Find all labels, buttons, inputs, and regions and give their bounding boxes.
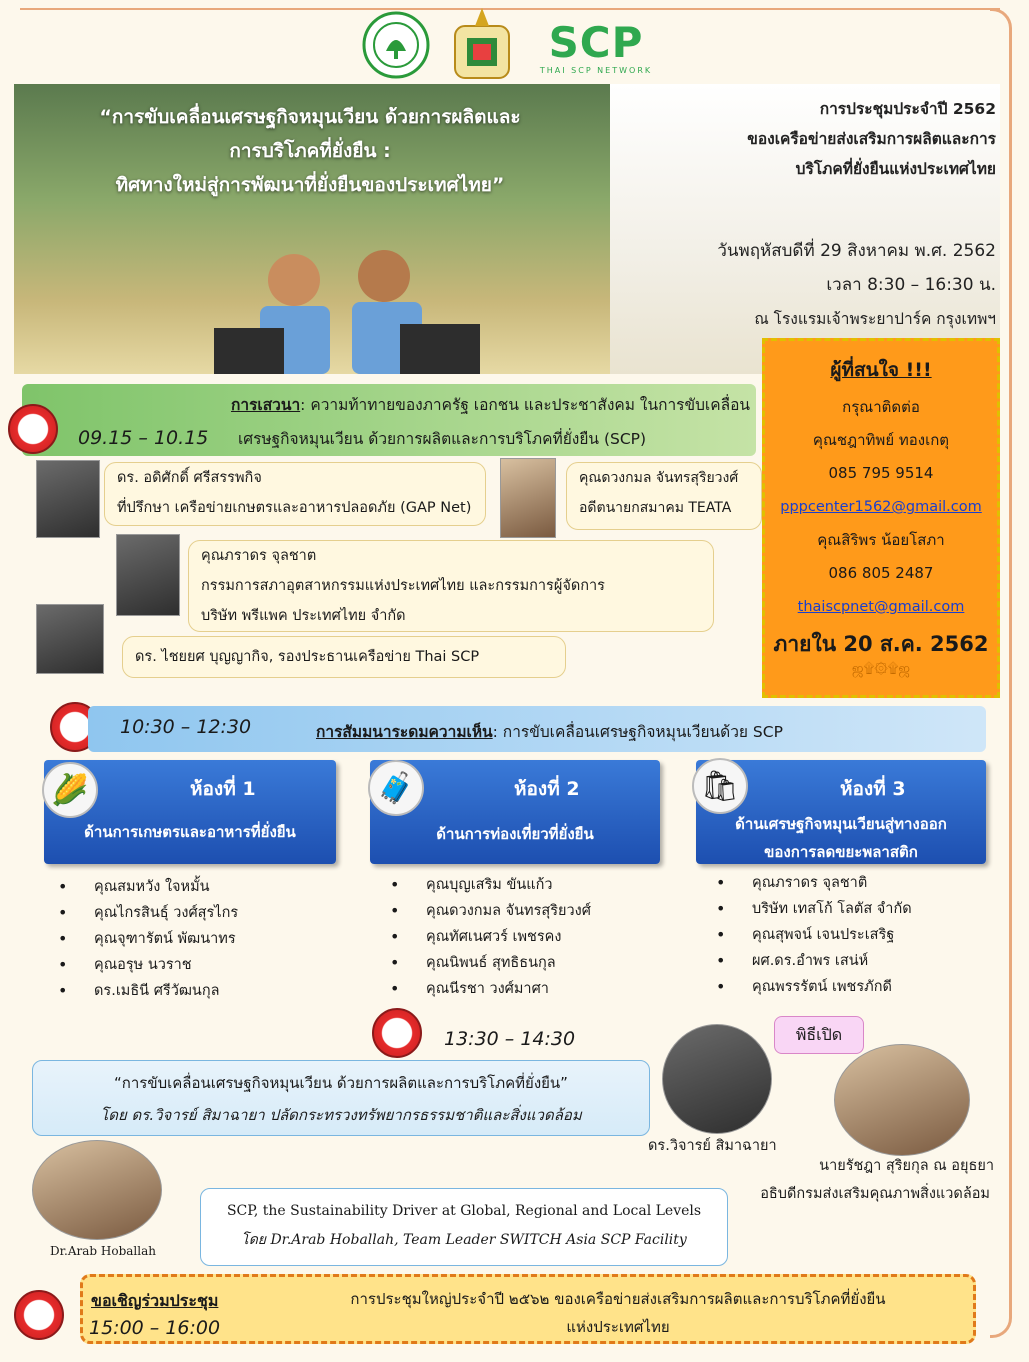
caption-ratchada-name: นายรัชฎา สุริยกุล ณ อยุธยา [819, 1158, 994, 1174]
travel-icon: 🧳 [368, 760, 424, 816]
talk-by-text: Dr.Arab Hoballah, Team Leader SWITCH Asia SCP Facility [270, 1232, 687, 1248]
contact-heading: ผู้ที่สนใจ !!! [830, 359, 932, 381]
workshop-heading [316, 719, 783, 744]
contact-phone-2: 086 805 2487 [828, 564, 934, 582]
list-item: • คุณภราดร จุลชาติ [716, 870, 996, 896]
caption-ratchada-title: อธิบดีกรมส่งเสริมคุณภาพสิ่งแวดล้อม [760, 1186, 990, 1202]
alarm-clock-icon [8, 404, 58, 454]
closing-text [273, 1285, 963, 1341]
meeting-line3: บริโภคที่ยั่งยืนแห่งประเทศไทย [795, 160, 996, 178]
speaker-photo-3 [116, 534, 180, 616]
meeting-venue: ณ โรงแรมเจ้าพระยาปาร์ค กรุงเทพฯ [754, 310, 996, 328]
room-3-subject-2: ของการลดขยะพลาสติก [764, 843, 918, 861]
room-2-participants [390, 872, 680, 1002]
closing-line1: การประชุมใหญ่ประจำปี ๒๕๖๒ ของเครือข่ายส่งเสริมการผลิตและการบริโภคที่ยั่งยืน [350, 1290, 886, 1308]
room-3-subject: ด้านเศรษฐกิจหมุนเวียนสู่ทางออก [735, 815, 947, 833]
event-title-line3: ทิศทางใหม่สู่การพัฒนาที่ยั่งยืนของประเทศไทย” [115, 174, 505, 196]
room-1-participants [58, 874, 348, 1004]
alarm-clock-icon [372, 1008, 422, 1058]
speaker-bubble-2 [566, 462, 762, 530]
list-item: • คุณทัศเนศวร์ เพชรคง [390, 924, 680, 950]
meeting-time: เวลา 8:30 – 16:30 น. [826, 275, 996, 295]
panel-topic-line1 [110, 392, 750, 417]
list-item: • คุณพรรรัตน์ เพชรภักดี [716, 974, 996, 1000]
workshop-topic: : การขับเคลื่อนเศรษฐกิจหมุนเวียนด้วย SCP [492, 723, 783, 741]
international-talk [200, 1188, 728, 1266]
event-title [30, 100, 590, 202]
panel-label: การเสวนา [230, 396, 301, 414]
keynote-time: 13:30 – 14:30 [444, 1028, 576, 1050]
list-item: • คุณสุพจน์ เจนประเสริฐ [716, 922, 996, 948]
closing-label-text: ขอเชิญร่วมประชุม [91, 1291, 219, 1310]
panel-topic2: เศรษฐกิจหมุนเวียน ด้วยการผลิตและการบริโภคที่ยั่งยืน (SCP) [237, 430, 647, 448]
speaker-photo-4 [36, 604, 104, 674]
list-item: • คุณบุญเสริม ขันแก้ว [390, 872, 680, 898]
scp-logo-text: SCP [548, 17, 644, 67]
talk-by-prefix: โดย [241, 1232, 266, 1248]
list-item: • บริษัท เทสโก้ โลตัส จำกัด [716, 896, 996, 922]
scp-logo-subtext: THAI SCP NETWORK [539, 65, 653, 75]
panel-topic-line2 [78, 426, 758, 451]
meeting-line1: การประชุมประจำปี 2562 [819, 100, 996, 118]
meeting-line2: ของเครือข่ายส่งเสริมการผลิตและการ [747, 130, 996, 148]
caption-hoballah: Dr.Arab Hoballah [50, 1244, 156, 1258]
photo-ratchada [834, 1044, 970, 1156]
workshop-time: 10:30 – 12:30 [120, 716, 252, 738]
opening-ceremony-badge: พิธีเปิด [774, 1016, 864, 1054]
plastic-bag-icon: 🛍 [692, 758, 748, 814]
contact-phone-1: 085 795 9514 [828, 464, 934, 482]
speaker-3-name: คุณภราดร จุลชาต [201, 548, 317, 564]
photo-vijarn [662, 1024, 772, 1134]
list-item: • ดร.เมธินี ศรีวัฒนกุล [58, 978, 348, 1004]
keynote-title: “การขับเคลื่อนเศรษฐกิจหมุนเวียน ด้วยการผลิตและการบริโภคที่ยั่งยืน” [114, 1074, 568, 1092]
speaker-2-name: คุณดวงกมล จันทรสุริยวงศ์ [579, 470, 739, 486]
speaker-1-name: ดร. อดิศักดิ์ ศรีสรรพกิจ [117, 470, 262, 486]
meeting-datetime [620, 234, 996, 302]
workshop-label: การสัมมนาระดมความเห็น [316, 723, 493, 741]
panel-time: 09.15 – 10.15 [78, 427, 209, 449]
speaker-photo-1 [36, 460, 100, 538]
meeting-date: วันพฤหัสบดีที่ 29 สิงหาคม พ.ศ. 2562 [717, 241, 996, 261]
contact-email-2[interactable]: thaiscpnet@gmail.com [797, 599, 965, 615]
speaker-bubble-1 [104, 462, 486, 526]
contact-person-2: คุณสิริพร น้อยโสภา [817, 531, 945, 549]
contact-intro: กรุณาติดต่อ [842, 398, 920, 416]
room-3-participants [716, 870, 996, 1000]
room-1-subject: ด้านการเกษตรและอาหารที่ยั่งยืน [84, 823, 296, 841]
event-title-line2: การบริโภคที่ยั่งยืน : [229, 140, 391, 162]
list-item: • ผศ.ดร.อำพร เสน่ห์ [716, 948, 996, 974]
closing-line2: แห่งประเทศไทย [566, 1318, 670, 1336]
list-item: • คุณสมหวัง ใจหมั้น [58, 874, 348, 900]
list-item: • คุณไกรสินธุ์ วงศ์สุรไกร [58, 900, 348, 926]
alarm-clock-icon [14, 1290, 64, 1340]
closing-banner [80, 1274, 976, 1344]
contact-email-1[interactable]: pppcenter1562@gmail.com [780, 499, 982, 515]
workshop-banner [88, 706, 986, 752]
speaker-2-role: อดีตนายกสมาคม TEATA [579, 500, 732, 516]
contact-person-1: คุณชฎาทิพย์ ทองเกตุ [812, 431, 950, 449]
room-1-name: ห้องที่ 1 [190, 778, 256, 800]
list-item: • คุณนิพนธ์ สุทธิธนกุล [390, 950, 680, 976]
contact-box [762, 338, 1000, 698]
ornament: ஜ۩۞۩ஜ [851, 661, 911, 677]
caption-vijarn: ดร.วิจารย์ สิมาฉายา [648, 1138, 777, 1154]
keynote-banner [32, 1060, 650, 1136]
list-item: • คุณจุฑารัตน์ พัฒนาทร [58, 926, 348, 952]
meeting-info [620, 94, 996, 184]
event-title-line1: “การขับเคลื่อนเศรษฐกิจหมุนเวียน ด้วยการผลิตและ [99, 106, 521, 128]
registration-deadline: ภายใน 20 ส.ค. 2562 [773, 632, 989, 656]
speaker-photo-2 [500, 458, 556, 538]
speaker-3-role-2: บริษัท พรีแพค ประเทศไทย จำกัด [201, 608, 406, 624]
speaker-bubble-4: ดร. ไชยยศ บุญญากิจ, รองประธานเครือข่าย Thai SCP [122, 636, 566, 678]
speaker-1-role: ที่ปรึกษา เครือข่ายเกษตรและอาหารปลอดภัย (GAP Net) [117, 500, 472, 516]
children-laptop-illustration [194, 240, 494, 374]
speaker-bubble-3 [188, 540, 714, 632]
talk-by [201, 1229, 727, 1251]
panel-topic1: : ความท้าทายของภาครัฐ เอกชน และประชาสังคม ในการขับเคลื่อน [300, 396, 750, 414]
list-item: • คุณนีรชา วงศ์มาศา [390, 976, 680, 1002]
list-item: • คุณอรุษ นวราช [58, 952, 348, 978]
talk-title: SCP, the Sustainability Driver at Global, Regional and Local Levels [226, 1203, 702, 1219]
room-2-name: ห้องที่ 2 [514, 778, 580, 800]
thai-scp-network-logo [536, 12, 656, 82]
corn-icon: 🌽 [42, 762, 98, 818]
speaker-3-role-1: กรรมการสภาอุตสาหกรรมแห่งประเทศไทย และกรรมการผู้จัดการ [201, 578, 605, 594]
deqp-logo [356, 10, 436, 80]
ministry-seal [447, 6, 517, 82]
keynote-by: โดย ดร.วิจารย์ สิมาฉายา ปลัดกระทรวงทรัพยากรธรรมชาติและสิ่งแวดล้อม [100, 1106, 582, 1124]
photo-hoballah [32, 1140, 162, 1240]
closing-label [91, 1289, 218, 1314]
panel-discussion-banner [22, 384, 756, 456]
list-item: • คุณดวงกมล จันทรสุริยวงศ์ [390, 898, 680, 924]
closing-time: 15:00 – 16:00 [89, 1317, 221, 1339]
room-3-name: ห้องที่ 3 [840, 778, 906, 800]
room-2-subject: ด้านการท่องเที่ยวที่ยั่งยืน [436, 825, 594, 843]
